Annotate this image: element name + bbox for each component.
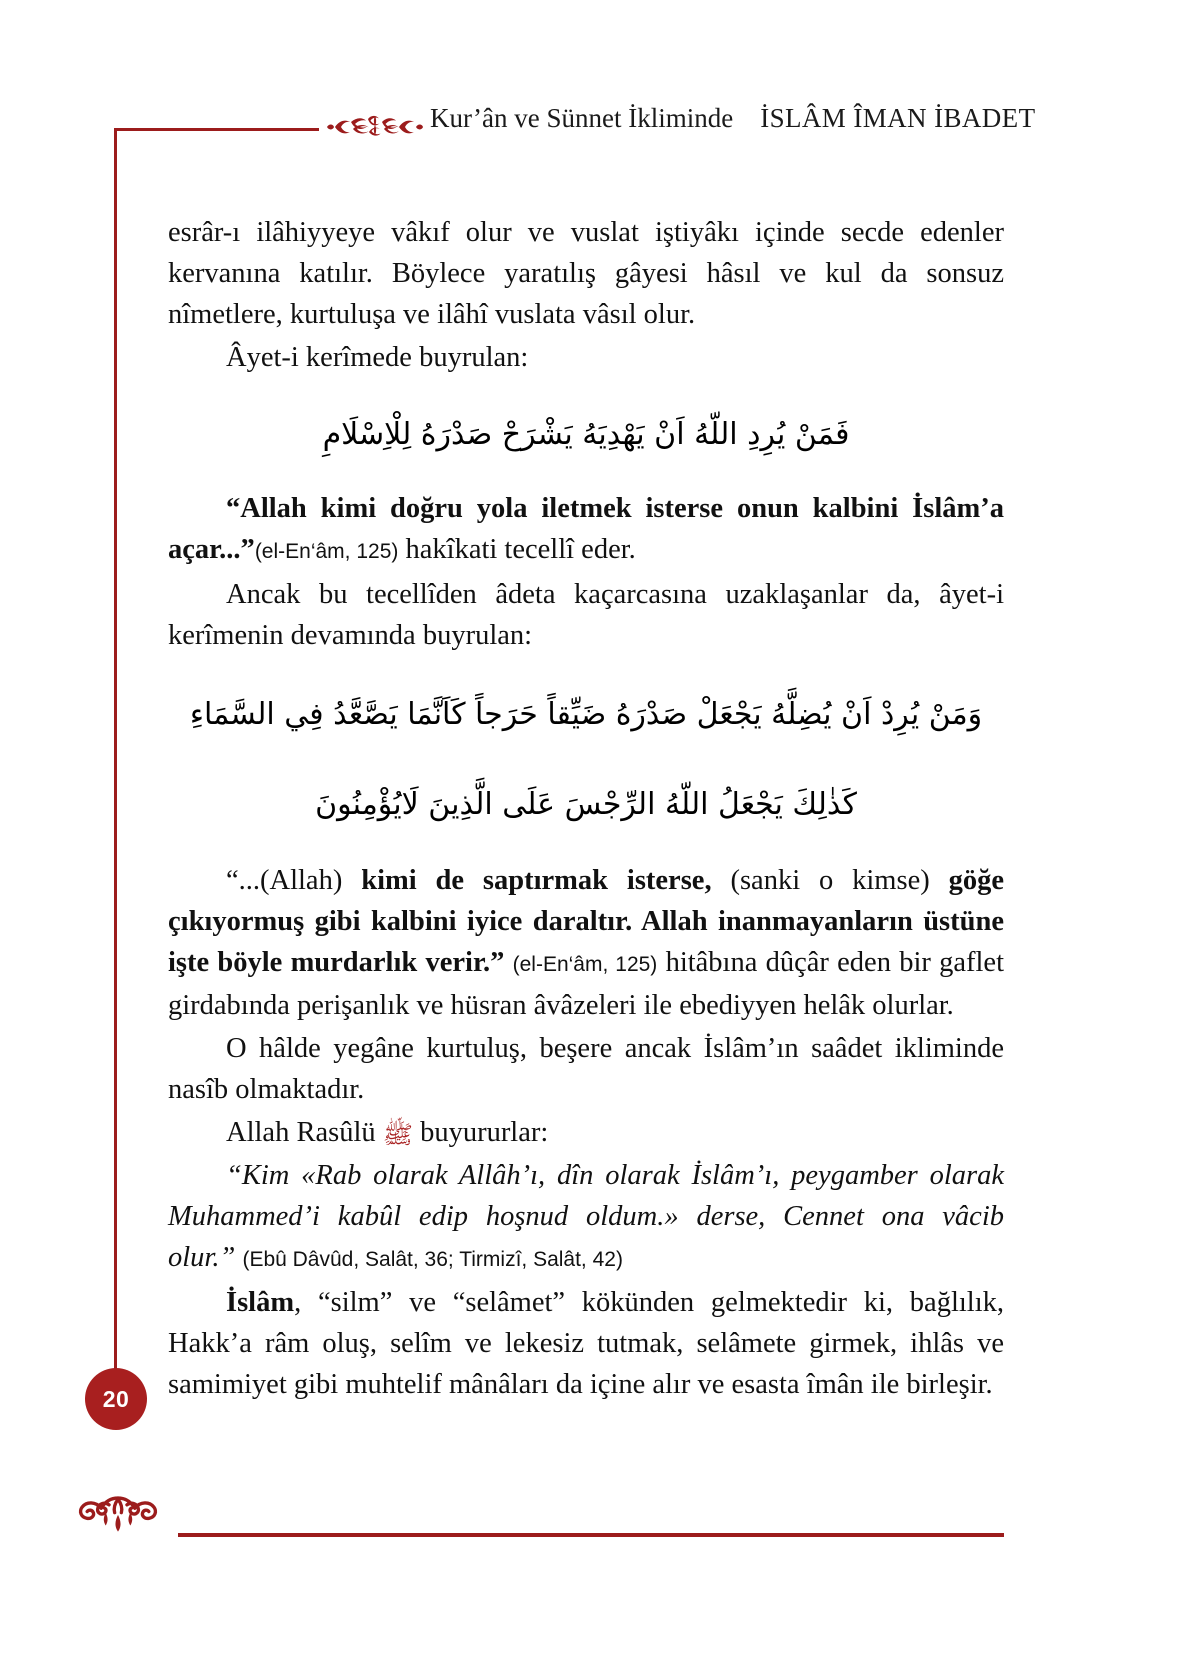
hadith-text: “Kim «Rab olarak Allâh’ı, dîn olarak İslâm’ı, peygamber olarak Muhammed’i kabûl edip hoşnud oldum.» derse, Cennet ona vâcib olur.” [168,1160,1004,1273]
translation-2-bold-2: göğe çıkıyormuş gibi kalbini iyice daraltır. Allah inanmayanların üstüne işte böyle murdarlık verir.” [168,865,1005,978]
translation-2-bold-1: kimi de saptırmak isterse, [361,865,712,896]
paragraph-conclusion: O hâlde yegâne kurtuluş, beşere ancak İslâm’ın saâdet ikliminde nasîb olmaktadır. [168,1033,1004,1105]
paragraph-hadith-intro [168,1112,1004,1153]
body-content [168,212,1004,1407]
paragraph-ayet-intro: Âyet-i kerîmede buyrulan: [226,342,529,373]
translation-2-citation: (el-En‘âm, 125) [512,953,658,976]
left-margin-rule [114,128,117,1428]
floral-ornament-icon [325,112,425,138]
paragraph-translation-1 [168,488,1004,572]
translation-2-open: “...(Allah) [226,865,362,896]
running-head-prefix: Kur’ân ve Sünnet İkliminde [430,103,734,133]
arabic-verse-2-line-2: كَذٰلِكَ يَجْعَلُ اللّهُ الرِّجْسَ عَلَى الَّذِينَ لَايُؤْمِنُونَ [315,787,857,822]
hadith-citation: (Ebû Dâvûd, Salât, 36; Tirmizî, Salât, 42) [242,1248,623,1271]
paragraph-continuation: esrâr-ı ilâhiyyeye vâkıf olur ve vuslat iştiyâkı içinde secde edenler kervanına katılır. Böylece yaratılış gâyesi hâsıl ve kul da sonsuz nîmetlere, kurtuluşa ve ilâhî vuslata vâsıl olur. [168,217,1004,330]
islam-definition-rest: , “silm” ve “selâmet” kökünden gelmektedir ki, bağlılık, Hakk’a râm oluş, selîm ve lekesiz tutmak, selâmete girmek, ihlâs ve samimiyet gibi muhtelif mânâları da içine alır ve esasta îmân ile birleşir. [168,1287,1004,1400]
translation-1-citation: (el-En‘âm, 125) [254,540,399,563]
corner-scroll-ornament-icon [62,1488,174,1544]
running-head-title: İSLÂM ÎMAN İBADET [760,103,1036,133]
paragraph-hadith [168,1155,1004,1280]
translation-2-mid: (sanki o kimse) [711,865,949,896]
paragraph-translation-2 [168,860,1004,1026]
translation-1-bold: “Allah kimi doğru yola iletmek isterse onun kalbini İslâm’a açar...” [168,493,1004,565]
arabic-verse-1: فَمَنْ يُرِدِ اللّهُ اَنْ يَهْدِيَهُ يَشْرَحْ صَدْرَهُ لِلْاِسْلَامِ [322,417,850,452]
hadith-intro-tail: buyururlar: [412,1117,549,1148]
hadith-intro-lead: Allah Rasûlü [226,1117,383,1148]
footer-rule [178,1533,1004,1537]
header-rule [114,128,319,131]
translation-1-tail: hakîkati tecellî eder. [398,534,636,565]
paragraph-islam-definition [168,1282,1004,1405]
paragraph-ayet-intro-2: Ancak bu tecellîden âdeta kaçarcasına uzaklaşanlar da, âyet-i kerîmenin devamında buyrulan: [168,579,1004,651]
running-head [430,103,1036,134]
islam-keyword: İslâm [226,1287,295,1318]
sallallahu-alayhi-wasallam-icon: ﷺ [382,1122,413,1149]
arabic-verse-2-line-1: وَمَنْ يُرِدْ اَنْ يُضِلَّهُ يَجْعَلْ صَدْرَهُ ضَيِّقاً حَرَجاً كَاَنَّمَا يَصَّعَّدُ فِي السَّمَاءِ [189,697,983,732]
translation-2-tail: hitâbına dûçâr eden bir gaflet girdabında perişanlık ve hüsran âvâzeleri ile ebediyyen helâk olurlar. [168,947,1004,1021]
page-number-badge: 20 [85,1368,147,1430]
